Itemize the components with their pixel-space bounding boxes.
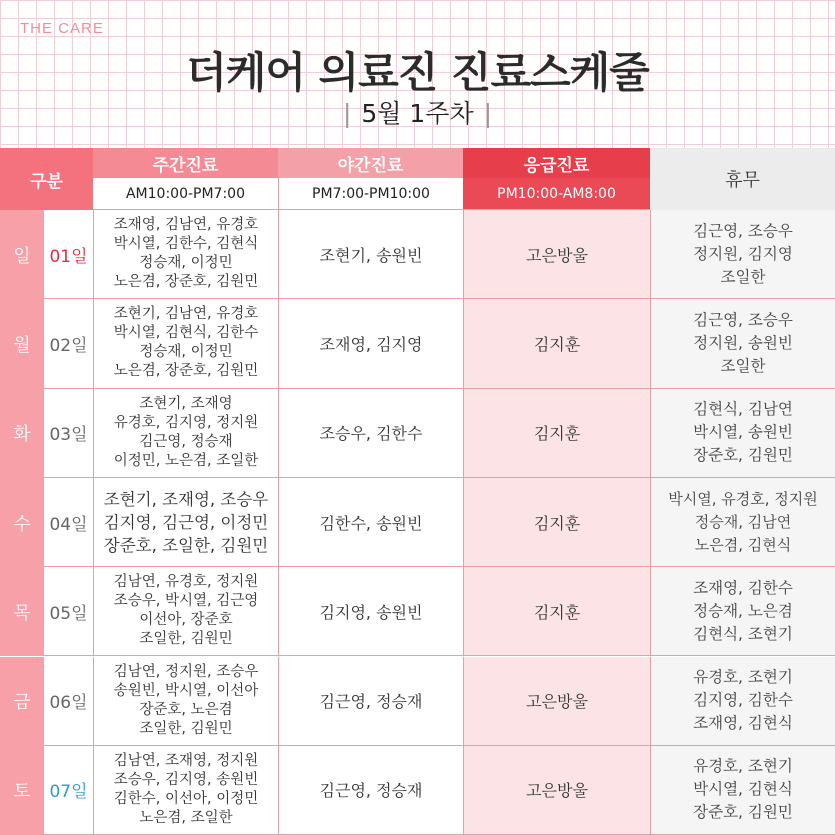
header-emergency: 응급진료 (463, 148, 650, 178)
header-night: 야간진료 (278, 148, 463, 178)
brand-logo: THE CARE (20, 20, 104, 37)
off-line: 조재영, 김현식 (693, 714, 793, 733)
emergency-shift-cell: 고은방울 (463, 657, 650, 746)
off-line: 유경호, 조현기 (693, 668, 793, 687)
off-line: 정승재, 노은겸 (693, 601, 793, 620)
off-line: 정승재, 김남연 (694, 512, 792, 531)
emergency-shift-cell: 김지훈 (463, 299, 650, 388)
day-shift-line: 조승우, 김지영, 송원빈 (113, 771, 259, 788)
emergency-shift-cell: 김지훈 (463, 478, 650, 567)
off-line: 김근영, 조승우 (693, 310, 793, 329)
subtitle-bar-left: | (342, 99, 352, 128)
row-date: 01일 (44, 210, 93, 299)
day-shift-line: 김한수, 이선아, 이정민 (113, 790, 259, 807)
day-shift-cell (93, 299, 278, 388)
off-cell (650, 299, 835, 388)
day-shift-line: 장준호, 조일한, 김원민 (103, 535, 269, 555)
row-day-of-week: 수 (0, 478, 44, 567)
day-shift-line: 조현기, 조재영, 조승우 (103, 489, 269, 509)
day-shift-line: 이선아, 장준호 (139, 612, 233, 629)
header-night-time: PM7:00-PM10:00 (278, 178, 463, 210)
header (0, 0, 835, 148)
emergency-shift-cell: 고은방울 (463, 210, 650, 299)
night-shift-cell: 김한수, 송원빈 (278, 478, 463, 567)
day-shift-line: 노은겸, 장준호, 김원민 (113, 274, 259, 291)
emergency-shift-cell: 고은방울 (463, 746, 650, 835)
off-line: 조일한 (720, 356, 766, 375)
night-shift-cell: 조현기, 송원빈 (278, 210, 463, 299)
header-day: 주간진료 (93, 148, 278, 178)
night-shift-cell: 조재영, 김지영 (278, 299, 463, 388)
off-cell (650, 478, 835, 567)
day-shift-line: 조승우, 박시열, 김근영 (113, 593, 259, 610)
off-line: 김지영, 김한수 (693, 691, 793, 710)
row-date: 05일 (44, 567, 93, 656)
row-date: 06일 (44, 657, 93, 746)
day-shift-cell (93, 389, 278, 478)
off-line: 유경호, 조현기 (693, 757, 793, 776)
day-shift-line: 김남연, 정지원, 조승우 (113, 663, 259, 680)
day-shift-line: 조일한, 김원민 (139, 720, 233, 737)
row-day-of-week: 금 (0, 657, 44, 746)
off-line: 장준호, 김원민 (693, 446, 793, 465)
off-line: 박시열, 김현식 (693, 780, 793, 799)
day-shift-line: 장준호, 노은겸 (139, 701, 233, 718)
off-line: 조일한 (720, 267, 766, 286)
day-shift-cell (93, 478, 278, 567)
day-shift-line: 조현기, 조재영 (139, 395, 233, 412)
off-line: 김현식, 조현기 (693, 624, 793, 643)
day-shift-line: 노은겸, 장준호, 김원민 (113, 363, 259, 380)
off-line: 정지원, 김지영 (693, 244, 793, 263)
subtitle-bar-right: | (483, 99, 493, 128)
day-shift-line: 김남연, 조재영, 정지원 (113, 752, 259, 769)
row-date: 02일 (44, 299, 93, 388)
off-line: 정지원, 송원빈 (693, 333, 793, 352)
off-line: 조재영, 김한수 (693, 578, 793, 597)
day-shift-line: 조재영, 김남연, 유경호 (113, 217, 259, 234)
day-shift-line: 김근영, 정승재 (139, 433, 233, 450)
day-shift-line: 이정민, 노은겸, 조일한 (113, 452, 259, 469)
night-shift-cell: 김지영, 송원빈 (278, 567, 463, 656)
day-shift-line: 정승재, 이정민 (139, 344, 233, 361)
day-shift-cell (93, 746, 278, 835)
day-shift-line: 김남연, 유경호, 정지원 (113, 574, 259, 591)
header-gubun: 구분 (0, 148, 93, 210)
row-day-of-week: 화 (0, 389, 44, 478)
row-date: 04일 (44, 478, 93, 567)
off-cell (650, 746, 835, 835)
header-day-time: AM10:00-PM7:00 (93, 178, 278, 210)
day-shift-cell (93, 657, 278, 746)
header-off: 휴무 (650, 148, 835, 210)
row-day-of-week: 일 (0, 210, 44, 299)
night-shift-cell: 김근영, 정승재 (278, 746, 463, 835)
day-shift-cell (93, 567, 278, 656)
day-shift-line: 박시열, 김한수, 김현식 (113, 236, 259, 253)
off-line: 김근영, 조승우 (693, 221, 793, 240)
day-shift-line: 김지영, 김근영, 이정민 (103, 512, 269, 532)
subtitle-text: 5월 1주차 (361, 99, 474, 128)
day-shift-line: 노은겸, 조일한 (139, 809, 233, 826)
off-cell (650, 210, 835, 299)
night-shift-cell: 조승우, 김한수 (278, 389, 463, 478)
row-date: 07일 (44, 746, 93, 835)
row-date: 03일 (44, 389, 93, 478)
row-day-of-week: 목 (0, 567, 44, 656)
off-line: 노은겸, 김현식 (694, 535, 792, 554)
page-title: 더케어 의료진 진료스케줄 (186, 48, 649, 97)
row-day-of-week: 토 (0, 746, 44, 835)
off-line: 박시열, 유경호, 정지원 (668, 489, 818, 508)
day-shift-line: 송원빈, 박시열, 이선아 (113, 682, 259, 699)
emergency-shift-cell: 김지훈 (463, 567, 650, 656)
day-shift-line: 조일한, 김원민 (139, 631, 233, 648)
schedule-table (0, 148, 835, 835)
off-cell (650, 567, 835, 656)
off-line: 박시열, 송원빈 (693, 423, 793, 442)
row-day-of-week: 월 (0, 299, 44, 388)
day-shift-line: 정승재, 이정민 (139, 255, 233, 272)
off-cell (650, 657, 835, 746)
day-shift-line: 유경호, 김지영, 정지원 (113, 414, 259, 431)
night-shift-cell: 김근영, 정승재 (278, 657, 463, 746)
off-line: 장준호, 김원민 (693, 803, 793, 822)
page-subtitle (0, 94, 835, 130)
off-line: 김현식, 김남연 (693, 400, 793, 419)
day-shift-cell (93, 210, 278, 299)
header-emergency-time: PM10:00-AM8:00 (463, 178, 650, 210)
emergency-shift-cell: 김지훈 (463, 389, 650, 478)
off-cell (650, 389, 835, 478)
day-shift-line: 박시열, 김현식, 김한수 (113, 325, 259, 342)
day-shift-line: 조현기, 김남연, 유경호 (113, 306, 259, 323)
